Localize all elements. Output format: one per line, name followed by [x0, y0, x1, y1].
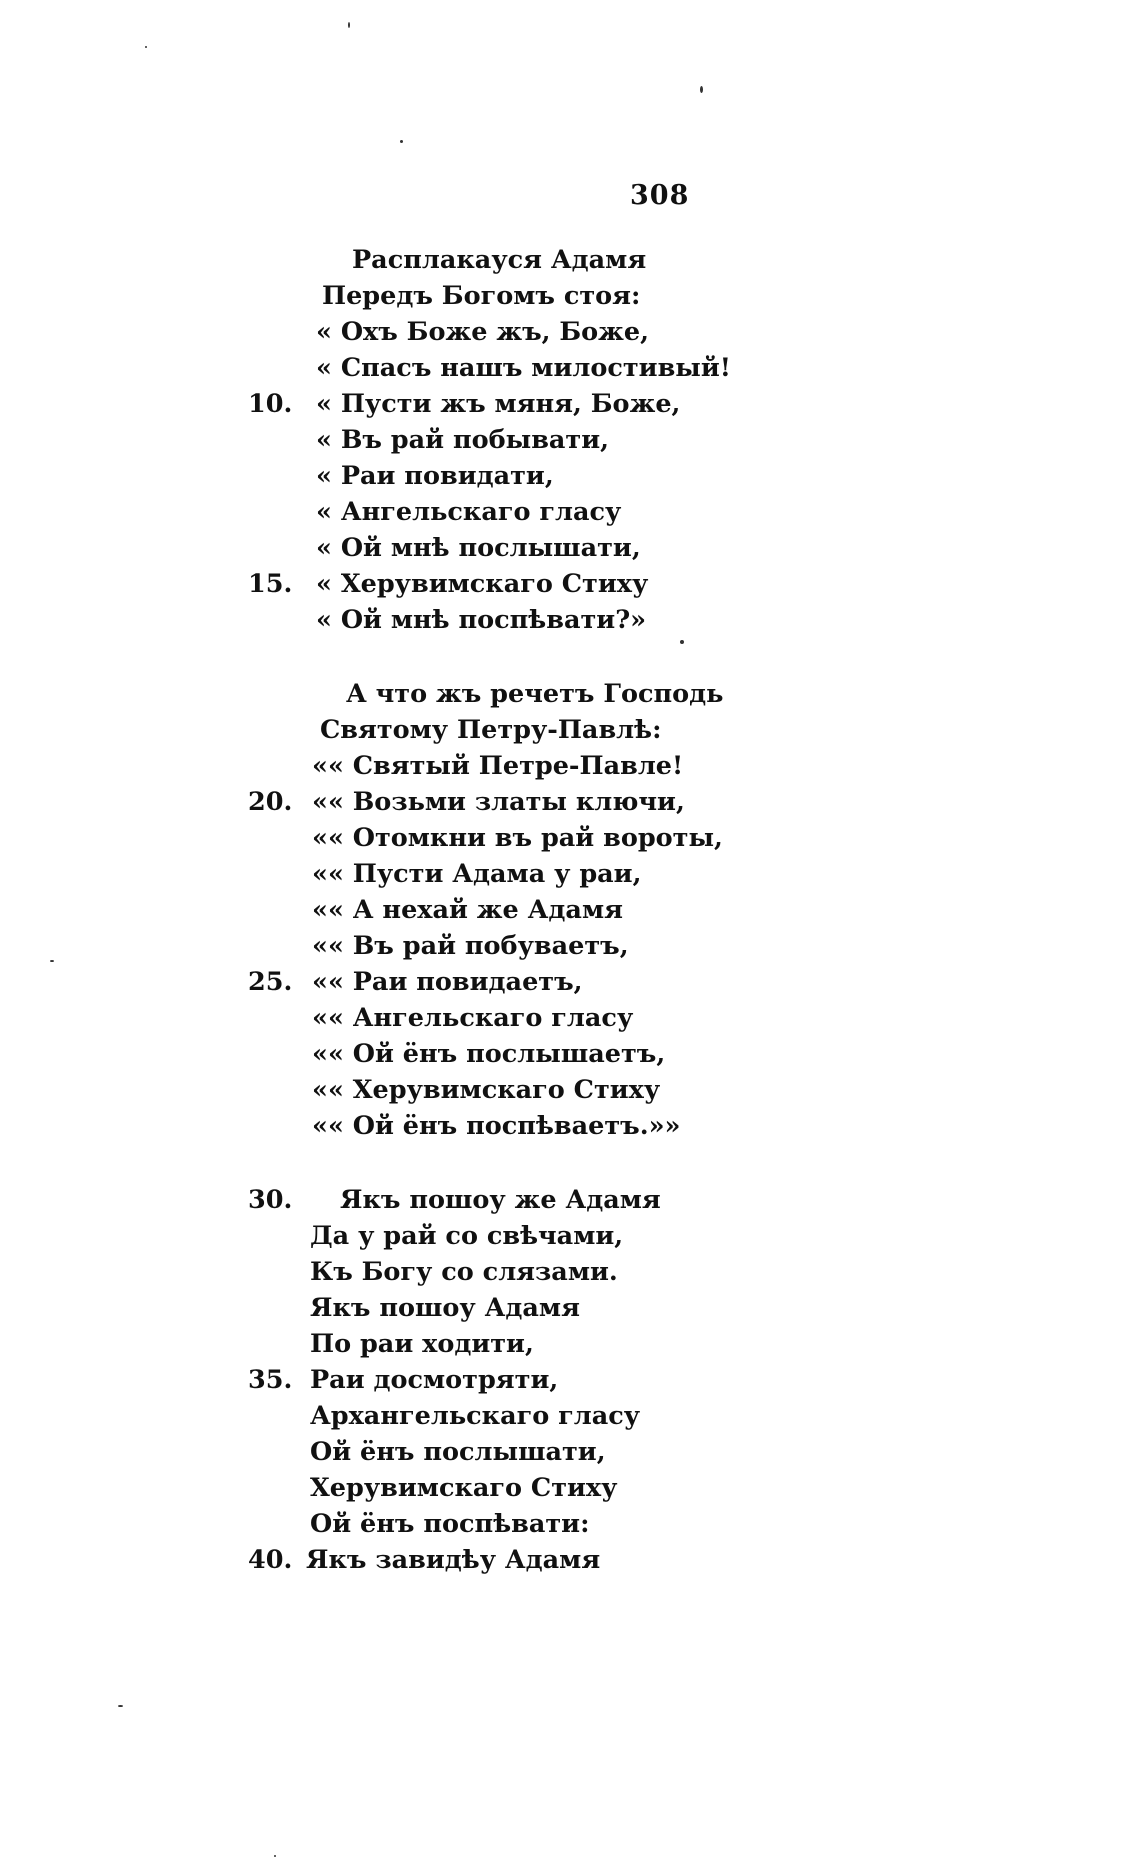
verse-text: « Въ рай побывати, [316, 425, 610, 455]
verse-line [0, 928, 1140, 964]
verse-text: « Спасъ нашъ милостивый! [316, 353, 731, 383]
verse-text: « Ой мнѣ послышати, [316, 533, 641, 563]
verse-line [0, 712, 1140, 748]
verse-line [0, 1434, 1140, 1470]
scan-speck [700, 86, 703, 93]
verse-text: Якъ завидѣу Адамя [306, 1545, 601, 1575]
verse-text: Расплакауся Адамя [352, 245, 647, 275]
line-number: 10. [248, 389, 293, 419]
verse-line [0, 1254, 1140, 1290]
verse-text: Передъ Богомъ стоя: [322, 281, 641, 311]
page-number: 308 [630, 180, 690, 211]
verse-line [0, 748, 1140, 784]
line-number: 15. [248, 569, 293, 599]
stanza [0, 676, 1140, 1144]
verse-text: « Ангельскаго гласу [316, 497, 622, 527]
verse-text: «« Пусти Адама у раи, [312, 859, 642, 889]
verse-line [0, 314, 1140, 350]
verse-line [0, 566, 1140, 602]
scan-speck [274, 1855, 276, 1857]
verse-line [0, 964, 1140, 1000]
verse-line [0, 1000, 1140, 1036]
verse-text: Святому Петру-Павлѣ: [320, 715, 662, 745]
verse-line [0, 494, 1140, 530]
scan-speck [680, 640, 684, 644]
stanza [0, 242, 1140, 638]
verse-line [0, 1072, 1140, 1108]
verse-text: «« Ангельскаго гласу [312, 1003, 634, 1033]
verse-line [0, 1506, 1140, 1542]
verse-text: «« А нехай же Адамя [312, 895, 623, 925]
scan-speck [348, 22, 350, 28]
verse-line [0, 1470, 1140, 1506]
verse-text: Херувимскаго Стиху [310, 1473, 618, 1503]
line-number: 35. [248, 1365, 293, 1395]
verse-line [0, 820, 1140, 856]
verse-text: « Пусти жъ мяня, Боже, [316, 389, 681, 419]
verse-text: «« Ой ёнъ поспѣваетъ.»» [312, 1111, 681, 1141]
verse-line [0, 1218, 1140, 1254]
verse-line [0, 676, 1140, 712]
verse-line [0, 1108, 1140, 1144]
verse-text: «« Раи повидаетъ, [312, 967, 583, 997]
verse-text: «« Херувимскаго Стиху [312, 1075, 661, 1105]
verse-text: Ой ёнъ послышати, [310, 1437, 606, 1467]
verse-line [0, 350, 1140, 386]
verse-text: «« Отомкни въ рай вороты, [312, 823, 723, 853]
verse-line [0, 1290, 1140, 1326]
verse-text: «« Въ рай побуваетъ, [312, 931, 629, 961]
verse-line [0, 1326, 1140, 1362]
verse-line [0, 422, 1140, 458]
verse-line [0, 278, 1140, 314]
verse-text: «« Ой ёнъ послышаетъ, [312, 1039, 666, 1069]
verse-text: Раи досмотряти, [310, 1365, 559, 1395]
line-number: 25. [248, 967, 293, 997]
verse-line [0, 602, 1140, 638]
stanza-gap [0, 638, 1140, 676]
verse-text: Да у рай со свѣчами, [310, 1221, 624, 1251]
verse-line [0, 856, 1140, 892]
verse-line [0, 784, 1140, 820]
verse-line [0, 1398, 1140, 1434]
verse-text: « Ой мнѣ поспѣвати?» [316, 605, 647, 635]
scan-speck [400, 140, 403, 143]
verse-text: « Херувимскаго Стиху [316, 569, 649, 599]
verse-line [0, 1362, 1140, 1398]
scan-speck [145, 46, 147, 48]
verse-line [0, 892, 1140, 928]
verse-text: Якъ пошоу же Адамя [340, 1185, 661, 1215]
verse-line [0, 242, 1140, 278]
verse-text: « Раи повидати, [316, 461, 554, 491]
verse-text: Ой ёнъ поспѣвати: [310, 1509, 590, 1539]
verse-text: «« Святый Петре-Павле! [312, 751, 684, 781]
verse-text: По раи ходити, [310, 1329, 534, 1359]
verse-text: А что жъ речетъ Господь [346, 679, 724, 709]
stanza-gap [0, 1144, 1140, 1182]
line-number: 20. [248, 787, 293, 817]
verse-text: « Охъ Боже жъ, Боже, [316, 317, 650, 347]
verse-line [0, 1542, 1140, 1578]
verse-line [0, 530, 1140, 566]
verse-text: Якъ пошоу Адамя [310, 1293, 580, 1323]
stanza [0, 1182, 1140, 1578]
line-number: 40. [248, 1545, 293, 1575]
verse-line [0, 458, 1140, 494]
verse-text: Къ Богу со слязами. [310, 1257, 618, 1287]
poem [0, 242, 1140, 1578]
scan-speck [50, 960, 54, 962]
verse-text: «« Возьми златы ключи, [312, 787, 685, 817]
verse-line [0, 386, 1140, 422]
verse-line [0, 1182, 1140, 1218]
scan-speck [118, 1705, 123, 1707]
line-number: 30. [248, 1185, 293, 1215]
verse-line [0, 1036, 1140, 1072]
verse-text: Архангельскаго гласу [310, 1401, 641, 1431]
